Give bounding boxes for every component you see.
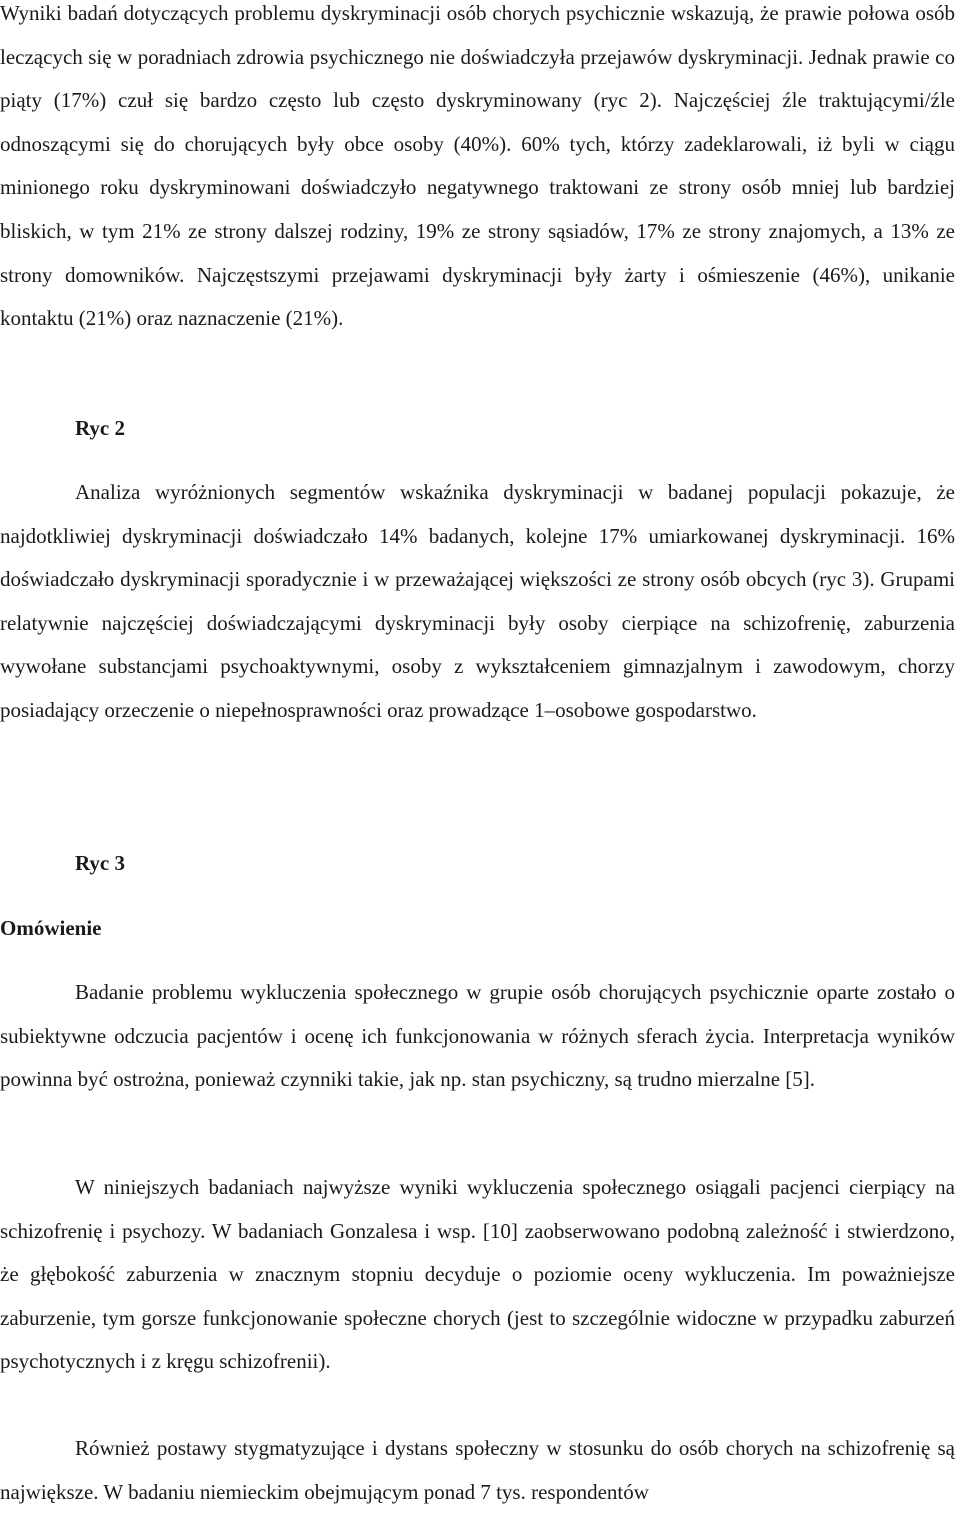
paragraph-schizophrenia-results: W niniejszych badaniach najwyższe wyniki wykluczenia społecznego osiągali pacjenci cierpiący na schizofrenię i psychozy. W badaniach Gonzalesa i wsp. [10] zaobserwowano podobną zależność i stwierdzono, że głębokość zaburzenia w znacznym stopniu decyduje o poziomie oceny wykluczenia. Im poważniejsze zaburzenie, tym gorsze funkcjonowanie społeczne chorych (jest to szczególnie widoczne w przypadku zaburzeń psychotycznych i z kręgu schizofrenii).: [0, 1175, 955, 1374]
paragraph-stigmatizing-attitudes: Również postawy stygmatyzujące i dystans społeczny w stosunku do osób chorych na schizofrenię są największe. W badaniu niemieckim obejmującym ponad 7 tys. respondentów: [0, 1436, 955, 1504]
paragraph-discrimination-segments: Analiza wyróżnionych segmentów wskaźnika dyskryminacji w badanej populacji pokazuje, że najdotkliwiej dyskryminacji doświadczało 14% badanych, kolejne 17% umiarkowanej dyskryminacji. 16% doświadczało dyskryminacji sporadycznie i w przeważającej większości ze strony osób obcych (ryc 3). Grupami relatywnie najczęściej doświadczającymi dyskryminacji były osoby cierpiące na schizofrenię, zaburzenia wywołane substancjami psychoaktywnymi, osoby z wykształceniem gimnazjalnym i zawodowym, chorzy posiadający orzeczenie o niepełnosprawności oraz prowadzące 1–osobowe gospodarstwo.: [0, 480, 955, 722]
figure-label-ryc-2: Ryc 2: [75, 416, 125, 440]
paragraph-social-exclusion-study: Badanie problemu wykluczenia społecznego w grupie osób chorujących psychicznie oparte zostało o subiektywne odczucia pacjentów i ocenę ich funkcjonowania w różnych sferach życia. Interpretacja wyników powinna być ostrożna, ponieważ czynniki takie, jak np. stan psychiczny, są trudno mierzalne [5].: [0, 980, 955, 1092]
paragraph-discrimination-results: Wyniki badań dotyczących problemu dyskryminacji osób chorych psychicznie wskazują, że prawie połowa osób leczących się w poradniach zdrowia psychicznego nie doświadczyła przejawów dyskryminacji. Jednak prawie co piąty (17%) czuł się bardzo często lub często dyskryminowany (ryc 2). Najczęściej źle traktującymi/źle odnoszącymi się do chorujących były obce osoby (40%). 60% tych, którzy zadeklarowali, iż byli w ciągu minionego roku dyskryminowani doświadczyło negatywnego traktowani ze strony osób mniej lub bardziej bliskich, w tym 21% ze strony dalszej rodziny, 19% ze strony sąsiadów, 17% ze strony znajomych, a 13% ze strony domowników. Najczęstszymi przejawami dyskryminacji były żarty i ośmieszenie (46%), unikanie kontaktu (21%) oraz naznaczenie (21%).: [0, 1, 955, 331]
figure-label-ryc-3: Ryc 3: [75, 851, 125, 875]
section-heading-omowienie: Omówienie: [0, 916, 102, 940]
